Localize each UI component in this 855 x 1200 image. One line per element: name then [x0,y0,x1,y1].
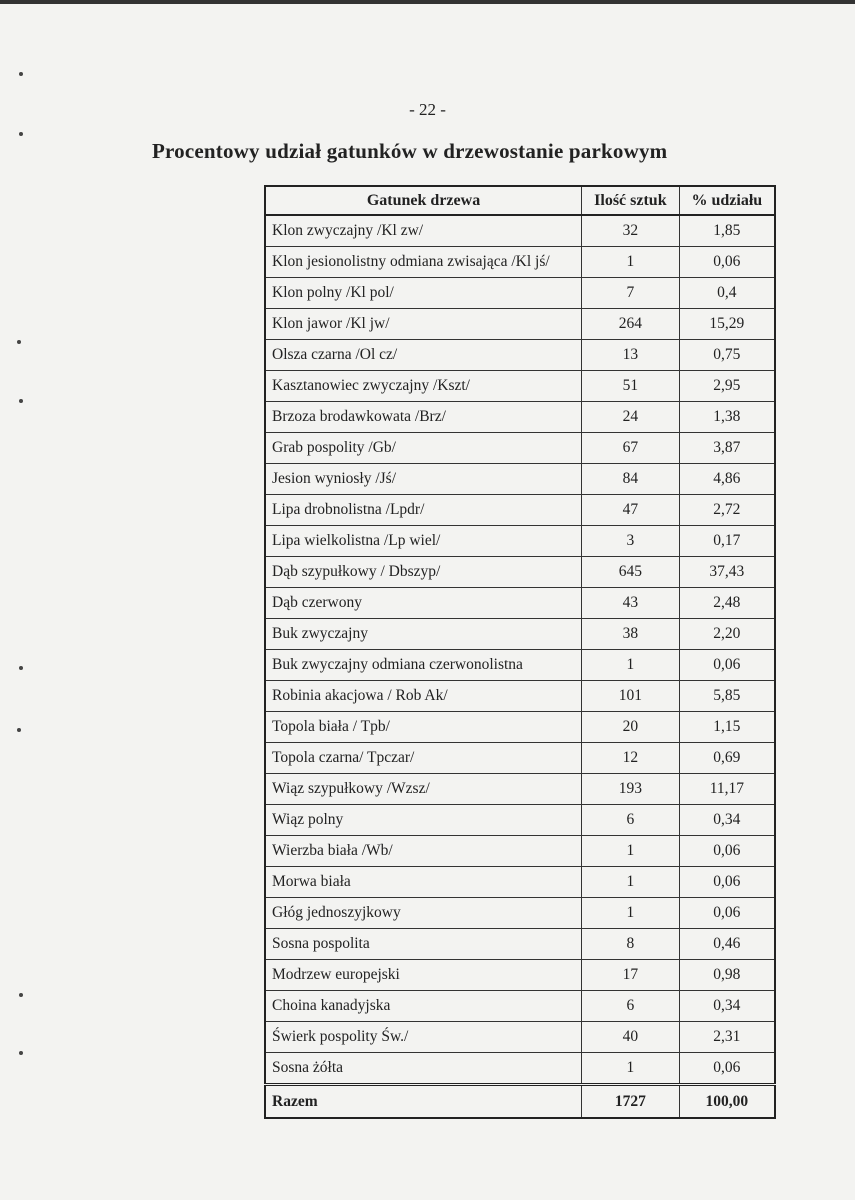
scan-speck [19,993,23,997]
species-percent: 5,85 [679,681,775,712]
species-quantity: 32 [582,215,680,247]
total-percent: 100,00 [679,1085,775,1119]
table-row [265,402,775,433]
header-species: Gatunek drzewa [265,186,582,215]
species-name: Topola czarna/ Tpczar/ [265,743,582,774]
species-percent: 11,17 [679,774,775,805]
table-row [265,681,775,712]
table-row [265,526,775,557]
species-percent: 0,34 [679,991,775,1022]
table-row [265,836,775,867]
species-quantity: 7 [582,278,680,309]
species-percent: 0,06 [679,836,775,867]
table-row [265,557,775,588]
table-row [265,215,775,247]
species-percent: 1,38 [679,402,775,433]
species-name: Morwa biała [265,867,582,898]
species-percent: 0,4 [679,278,775,309]
species-table [264,185,776,1119]
species-percent: 0,34 [679,805,775,836]
species-quantity: 1 [582,247,680,278]
species-percent: 0,06 [679,650,775,681]
total-quantity: 1727 [582,1085,680,1119]
header-quantity: Ilość sztuk [582,186,680,215]
species-percent: 0,75 [679,340,775,371]
species-name: Klon jesionolistny odmiana zwisająca /Kl jś/ [265,247,582,278]
total-label: Razem [265,1085,582,1119]
species-name: Kasztanowiec zwyczajny /Kszt/ [265,371,582,402]
species-quantity: 1 [582,1053,680,1085]
species-name: Klon jawor /Kl jw/ [265,309,582,340]
table-row [265,495,775,526]
table-row [265,805,775,836]
species-percent: 0,46 [679,929,775,960]
species-name: Wiąz szypułkowy /Wzsz/ [265,774,582,805]
species-quantity: 51 [582,371,680,402]
table-row [265,1022,775,1053]
species-quantity: 24 [582,402,680,433]
species-percent: 1,15 [679,712,775,743]
species-quantity: 84 [582,464,680,495]
species-percent: 2,95 [679,371,775,402]
table-row [265,1053,775,1085]
table-row [265,464,775,495]
table-row [265,712,775,743]
table-row [265,433,775,464]
scan-speck [19,72,23,76]
species-quantity: 12 [582,743,680,774]
table-row [265,619,775,650]
species-quantity: 6 [582,991,680,1022]
species-name: Sosna pospolita [265,929,582,960]
table-row [265,650,775,681]
species-quantity: 40 [582,1022,680,1053]
species-name: Sosna żółta [265,1053,582,1085]
species-percent: 3,87 [679,433,775,464]
species-name: Jesion wyniosły /Jś/ [265,464,582,495]
table-row [265,991,775,1022]
species-quantity: 645 [582,557,680,588]
species-quantity: 67 [582,433,680,464]
header-percent: % udziału [679,186,775,215]
species-percent: 0,06 [679,247,775,278]
species-quantity: 8 [582,929,680,960]
scan-top-edge [0,0,855,4]
species-name: Lipa drobnolistna /Lpdr/ [265,495,582,526]
species-name: Olsza czarna /Ol cz/ [265,340,582,371]
species-name: Buk zwyczajny odmiana czerwonolistna [265,650,582,681]
scan-speck [17,340,21,344]
species-percent: 2,31 [679,1022,775,1053]
species-percent: 4,86 [679,464,775,495]
species-percent: 2,72 [679,495,775,526]
species-percent: 15,29 [679,309,775,340]
species-percent: 0,06 [679,867,775,898]
species-quantity: 1 [582,836,680,867]
species-quantity: 1 [582,898,680,929]
table-row [265,309,775,340]
species-quantity: 38 [582,619,680,650]
species-percent: 37,43 [679,557,775,588]
table-row [265,588,775,619]
species-quantity: 264 [582,309,680,340]
species-name: Głóg jednoszyjkowy [265,898,582,929]
species-percent: 0,06 [679,898,775,929]
species-name: Topola biała / Tpb/ [265,712,582,743]
total-row [265,1085,775,1119]
table-row [265,340,775,371]
species-percent: 0,06 [679,1053,775,1085]
species-quantity: 47 [582,495,680,526]
table-row [265,247,775,278]
species-quantity: 193 [582,774,680,805]
species-quantity: 43 [582,588,680,619]
species-name: Grab pospolity /Gb/ [265,433,582,464]
species-name: Dąb czerwony [265,588,582,619]
species-name: Świerk pospolity Św./ [265,1022,582,1053]
species-percent: 0,17 [679,526,775,557]
table-row [265,371,775,402]
species-percent: 2,20 [679,619,775,650]
table-row [265,929,775,960]
species-name: Modrzew europejski [265,960,582,991]
species-name: Wierzba biała /Wb/ [265,836,582,867]
table-row [265,278,775,309]
species-quantity: 101 [582,681,680,712]
species-quantity: 17 [582,960,680,991]
species-name: Dąb szypułkowy / Dbszyp/ [265,557,582,588]
species-percent: 0,69 [679,743,775,774]
species-percent: 2,48 [679,588,775,619]
species-percent: 1,85 [679,215,775,247]
species-name: Klon polny /Kl pol/ [265,278,582,309]
species-name: Klon zwyczajny /Kl zw/ [265,215,582,247]
table-row [265,774,775,805]
page-number: - 22 - [409,100,446,119]
table-row [265,743,775,774]
species-quantity: 1 [582,867,680,898]
species-name: Wiąz polny [265,805,582,836]
table-row [265,867,775,898]
page-title: Procentowy udział gatunków w drzewostanie parkowym [152,139,668,163]
table-row [265,960,775,991]
species-name: Robinia akacjowa / Rob Ak/ [265,681,582,712]
species-quantity: 1 [582,650,680,681]
species-name: Lipa wielkolistna /Lp wiel/ [265,526,582,557]
species-quantity: 3 [582,526,680,557]
table-row [265,898,775,929]
table-header-row [265,186,775,215]
species-quantity: 6 [582,805,680,836]
scan-speck [19,132,23,136]
scan-speck [17,728,21,732]
species-name: Brzoza brodawkowata /Brz/ [265,402,582,433]
scan-speck [19,1051,23,1055]
species-name: Choina kanadyjska [265,991,582,1022]
species-name: Buk zwyczajny [265,619,582,650]
species-quantity: 20 [582,712,680,743]
species-percent: 0,98 [679,960,775,991]
scan-speck [19,399,23,403]
scan-speck [19,666,23,670]
species-quantity: 13 [582,340,680,371]
